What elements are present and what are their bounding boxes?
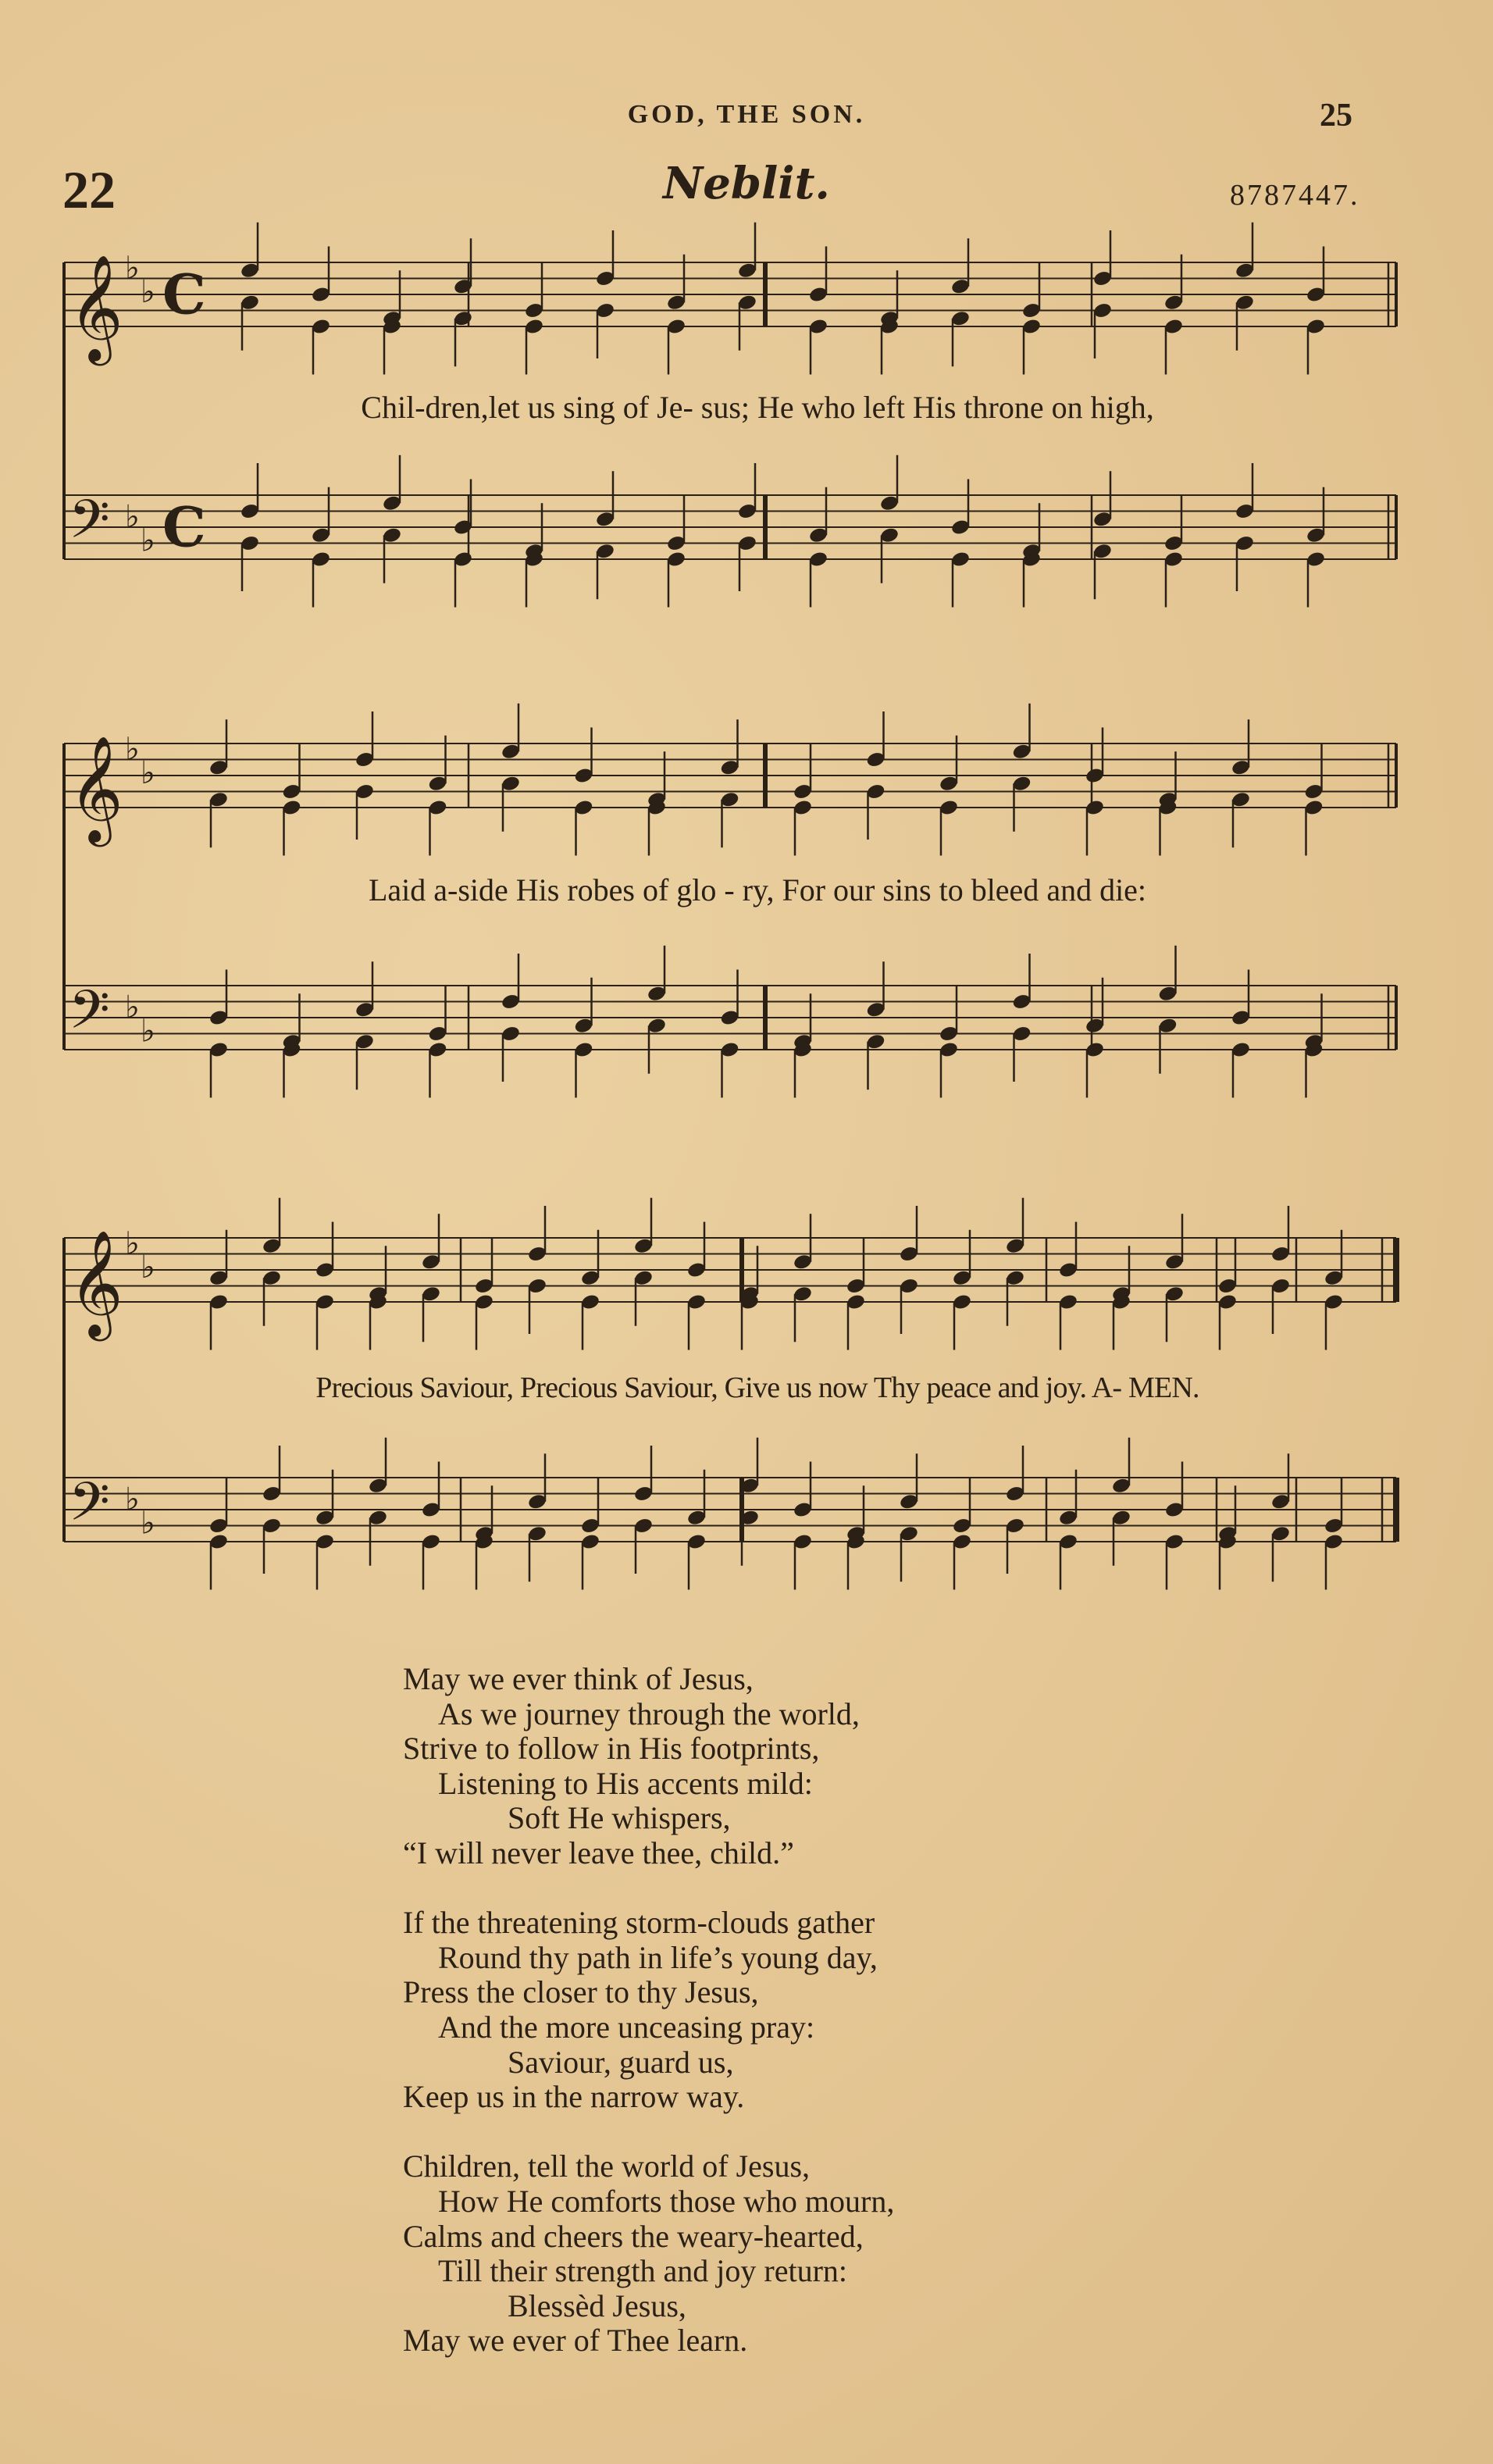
meter: 8787447. xyxy=(1230,179,1360,212)
flat-icon: ♭ xyxy=(125,1225,140,1262)
verse-line: If the threatening storm-clouds gather xyxy=(403,1905,875,1941)
verses xyxy=(403,1662,894,2393)
hymn-number: 22 xyxy=(62,160,116,219)
flat-icon: ♭ xyxy=(141,274,155,310)
lyrics-line-3: Precious Saviour, Precious Saviour, Give us now Thy peace and joy. A- MEN. xyxy=(315,1371,1199,1404)
verse-3 xyxy=(403,2149,894,2359)
flat-icon: ♭ xyxy=(125,731,140,768)
treble-clef-icon: 𝄞 xyxy=(69,1228,123,1336)
flat-icon: ♭ xyxy=(141,1250,155,1285)
flat-icon: ♭ xyxy=(141,755,155,791)
verse-line: Calms and cheers the weary-hearted, xyxy=(403,2218,864,2254)
verse-line: Strive to follow in His footprints, xyxy=(403,1731,820,1767)
page-number: 25 xyxy=(1320,98,1352,134)
lyrics-line-2: Laid a-side His robes of glo - ry, For our sins to bleed and die: xyxy=(368,872,1147,908)
flat-icon: ♭ xyxy=(125,250,140,287)
treble-clef-icon: 𝄞 xyxy=(69,734,123,842)
verse-2 xyxy=(403,1906,894,2115)
flat-icon: ♭ xyxy=(141,1013,155,1050)
lyrics-line-1: Chil-dren,let us sing of Je- sus; He who left His throne on high, xyxy=(361,390,1154,425)
verse-line: May we ever of Thee learn. xyxy=(403,2323,748,2359)
verse-line: Soft He whispers, xyxy=(508,1800,731,1836)
verse-line: And the more unceasing pray: xyxy=(438,2009,815,2045)
verse-line: How He comforts those who mourn, xyxy=(438,2183,895,2219)
flat-icon: ♭ xyxy=(125,1481,140,1517)
flat-icon: ♭ xyxy=(141,1505,155,1542)
common-time-icon: C xyxy=(162,494,206,560)
flat-icon: ♭ xyxy=(141,522,155,559)
verse-line: Press the closer to thy Jesus, xyxy=(403,1974,759,2010)
verse-line: Blessèd Jesus, xyxy=(508,2287,686,2323)
running-head: GOD, THE SON. xyxy=(627,100,866,129)
bass-clef-icon: 𝄢 xyxy=(69,979,110,1054)
verse-line: As we journey through the world, xyxy=(438,1696,860,1731)
verse-line: Keep us in the narrow way. xyxy=(403,2079,745,2115)
verse-line: Till their strength and joy return: xyxy=(438,2253,848,2289)
verse-line: Children, tell the world of Jesus, xyxy=(403,2148,811,2184)
verse-line: “I will never leave thee, child.” xyxy=(403,1835,794,1870)
bass-clef-icon: 𝄢 xyxy=(69,1471,110,1546)
tune-name: Neblit. xyxy=(663,158,830,209)
bass-clef-icon: 𝄢 xyxy=(69,489,110,564)
flat-icon: ♭ xyxy=(125,498,140,535)
treble-clef-icon: 𝄞 xyxy=(69,253,123,361)
verse-line: May we ever think of Jesus, xyxy=(403,1661,754,1696)
verse-line: Listening to His accents mild: xyxy=(438,1765,813,1801)
verse-line: Round thy path in life’s young day, xyxy=(438,1939,878,1975)
common-time-icon: C xyxy=(162,262,206,327)
flat-icon: ♭ xyxy=(125,989,140,1025)
verse-line: Saviour, guard us, xyxy=(508,2044,734,2080)
verse-1 xyxy=(403,1662,894,1871)
